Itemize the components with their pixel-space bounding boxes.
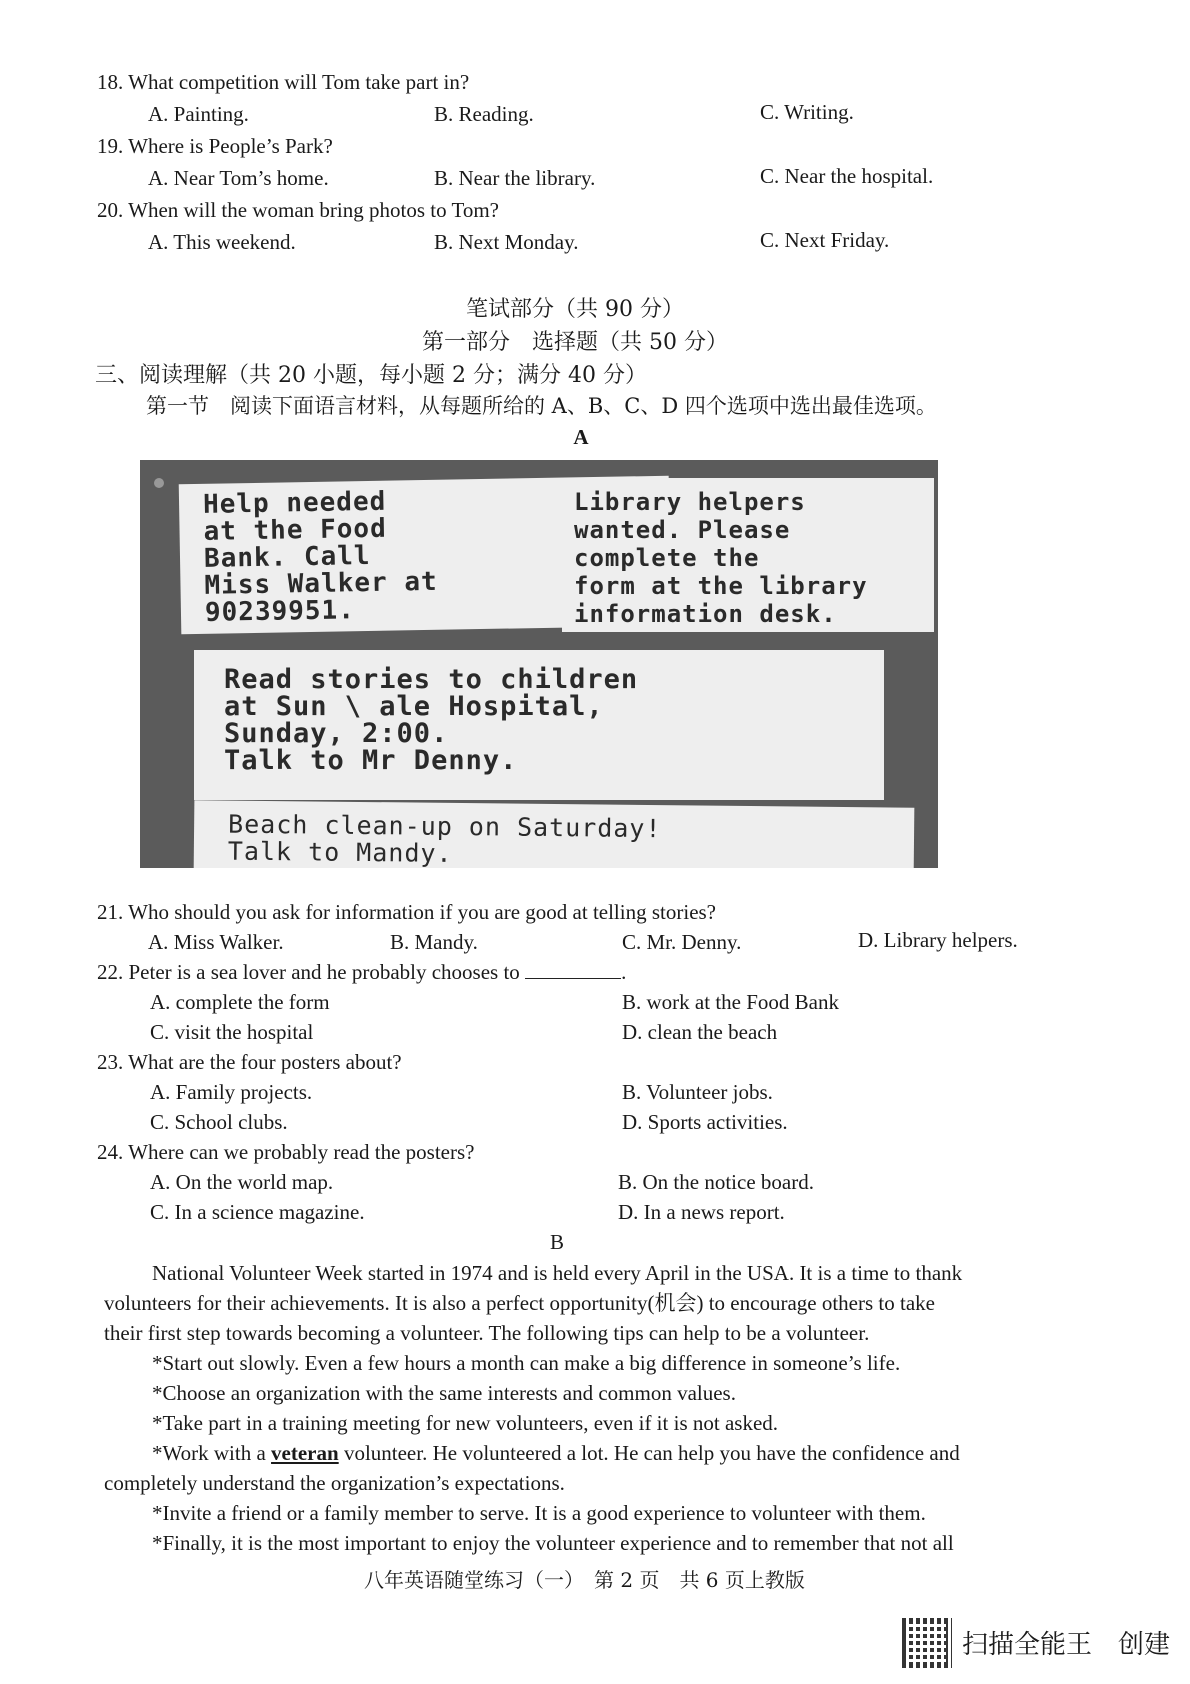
q24-option-b: B. On the notice board. [618, 1170, 814, 1194]
q23-option-d: D. Sports activities. [622, 1110, 788, 1134]
q22-option-b: B. work at the Food Bank [622, 990, 839, 1014]
answer-blank [525, 960, 621, 979]
q24-option-c: C. In a science magazine. [150, 1200, 365, 1224]
q18-option-c: C. Writing. [760, 100, 854, 124]
q20-option-a: A. This weekend. [148, 230, 296, 254]
volunteer-tip: *Invite a friend or a family member to serve. It is a good experience to volunteer with them. [152, 1501, 926, 1525]
notice-board-photo [140, 460, 938, 868]
volunteer-tip: *Choose an organization with the same interests and common values. [152, 1381, 736, 1405]
q18-option-a: A. Painting. [148, 102, 249, 126]
passage-b-line: completely understand the organization’s expectations. [104, 1471, 565, 1495]
q24-option-d: D. In a news report. [618, 1200, 785, 1224]
question-18: 18. What competition will Tom take part in? [97, 70, 470, 94]
q22-option-a: A. complete the form [150, 990, 330, 1014]
pin-icon [154, 478, 164, 488]
food-bank-poster: Help needed at the Food Bank. Call Miss Walker at 90239951. [179, 476, 672, 635]
volunteer-tip: *Work with a veteran volunteer. He volunteered a lot. He can help you have the confidence and [152, 1441, 960, 1465]
q21-option-d: D. Library helpers. [858, 928, 1018, 952]
veteran-word: veteran [271, 1441, 339, 1465]
passage-a-label: A [573, 425, 589, 449]
q23-option-b: B. Volunteer jobs. [622, 1080, 773, 1104]
page-footer: 八年英语随堂练习（一） 第 2 页 共 6 页上教版 [364, 1568, 805, 1592]
q20-option-c: C. Next Friday. [760, 228, 890, 252]
qr-code-icon [902, 1618, 952, 1668]
passage-b-line: their first step towards becoming a volunteer. The following tips can help to be a volunteer. [104, 1321, 870, 1345]
volunteer-tip: *Take part in a training meeting for new volunteers, even if it is not asked. [152, 1411, 779, 1435]
question-19: 19. Where is People’s Park? [97, 134, 333, 158]
passage-b-line: volunteers for their achievements. It is also a perfect opportunity(机会) to encourage others to take [104, 1291, 935, 1315]
passage-b-line: National Volunteer Week started in 1974 and is held every April in the USA. It is a time to thank [152, 1261, 963, 1285]
q23-option-c: C. School clubs. [150, 1110, 288, 1134]
volunteer-tip: *Finally, it is the most important to enjoy the volunteer experience and to remember that not all [152, 1531, 954, 1555]
library-helpers-poster: Library helpers wanted. Please complete the form at the library information desk. [562, 478, 934, 632]
written-part-heading: 笔试部分（共 90 分） [466, 297, 684, 322]
part-one-heading: 第一部分 选择题（共 50 分） [422, 330, 728, 355]
question-24: 24. Where can we probably read the posters? [97, 1140, 475, 1164]
question-22: 22. Peter is a sea lover and he probably chooses to . [97, 960, 627, 984]
beach-cleanup-poster: Beach clean-up on Saturday! Talk to Mandy. [194, 800, 915, 868]
q21-option-a: A. Miss Walker. [148, 930, 284, 954]
scanner-watermark: 扫描全能王 创建 [962, 1630, 1171, 1660]
q23-option-a: A. Family projects. [150, 1080, 313, 1104]
q22-option-d: D. clean the beach [622, 1020, 778, 1044]
q24-option-a: A. On the world map. [150, 1170, 334, 1194]
q21-option-b: B. Mandy. [390, 930, 478, 954]
subsection-instruction: 第一节 阅读下面语言材料，从每题所给的 A、B、C、D 四个选项中选出最佳选项。 [146, 394, 937, 418]
volunteer-tip: *Start out slowly. Even a few hours a month can make a big difference in someone’s life. [152, 1351, 901, 1375]
question-21: 21. Who should you ask for information if you are good at telling stories? [97, 900, 717, 924]
passage-b-label: B [549, 1230, 564, 1254]
q21-option-c: C. Mr. Denny. [622, 930, 742, 954]
question-20: 20. When will the woman bring photos to Tom? [97, 198, 499, 222]
q19-option-a: A. Near Tom’s home. [148, 166, 329, 190]
q19-option-b: B. Near the library. [434, 166, 596, 190]
q18-option-b: B. Reading. [434, 102, 534, 126]
reading-section-heading: 三、阅读理解（共 20 小题，每小题 2 分；满分 40 分） [95, 363, 647, 388]
q20-option-b: B. Next Monday. [434, 230, 579, 254]
q22-option-c: C. visit the hospital [150, 1020, 314, 1044]
question-23: 23. What are the four posters about? [97, 1050, 402, 1074]
q19-option-c: C. Near the hospital. [760, 164, 934, 188]
hospital-stories-poster: Read stories to children at Sun \ ale Hospital, Sunday, 2:00. Talk to Mr Denny. [194, 650, 884, 800]
